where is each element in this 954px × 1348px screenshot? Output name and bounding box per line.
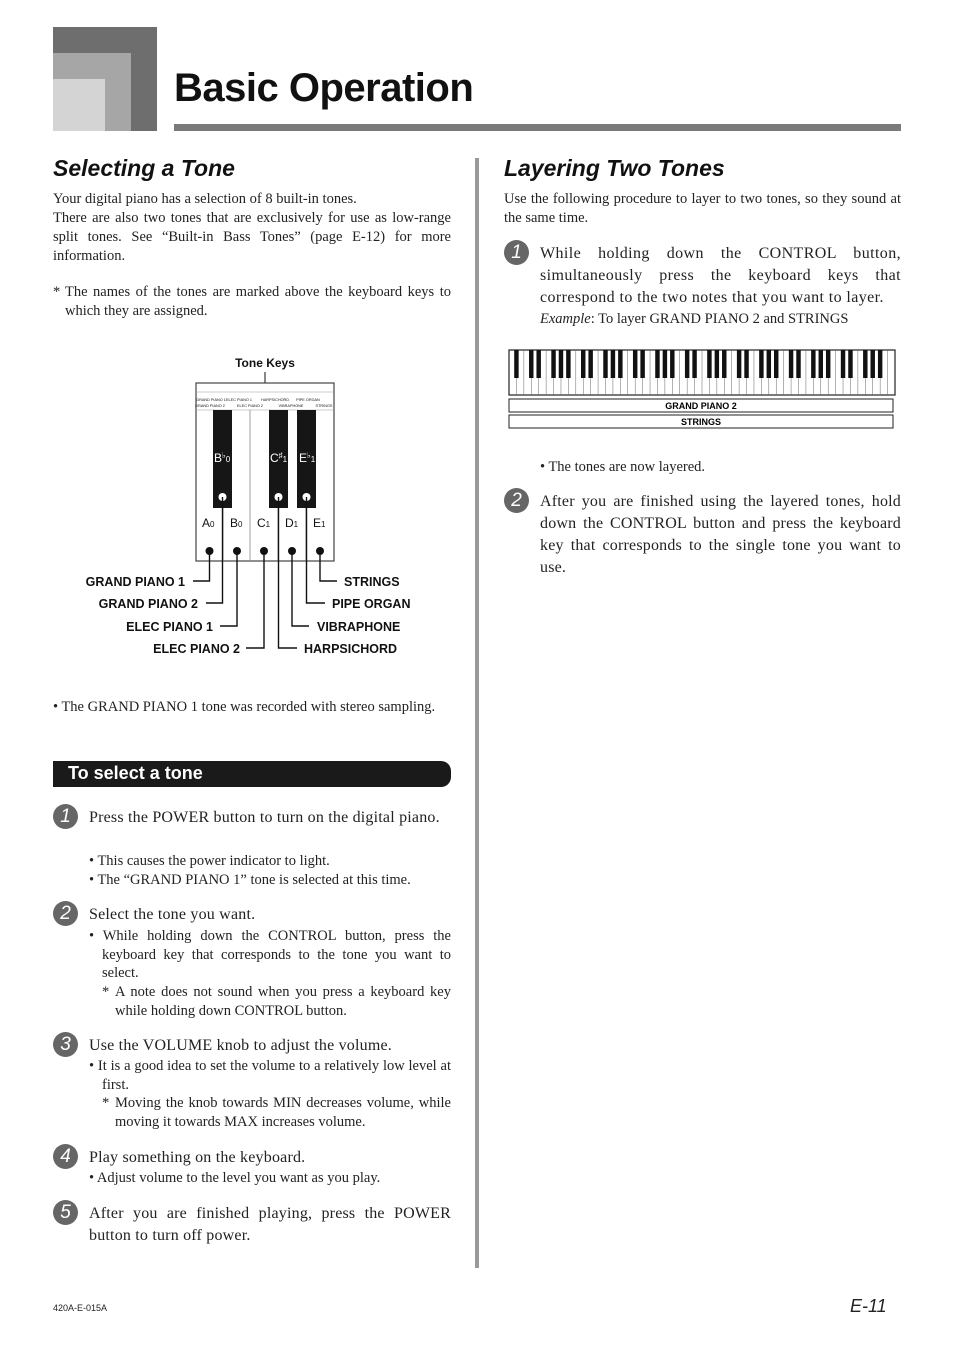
keyboard-black-key [603, 350, 607, 378]
keyboard-black-key [685, 350, 689, 378]
keyboard-black-key [715, 350, 719, 378]
white-key-label-b0: B0 [230, 516, 243, 530]
tone-keys-diagram [60, 345, 460, 675]
layer-step-1-text: While holding down the CONTROL button, simultaneously press the keyboard keys that correspond to the two notes that you want to layer. [540, 245, 901, 306]
layer-step-2-text: After you are finished using the layered tones, hold down the CONTROL button and press the keyboard key that corresponds to the single tone you want to use. [540, 493, 901, 576]
keyboard-black-key [863, 350, 867, 378]
example-label: Example [540, 311, 591, 327]
label-grand-piano-2: GRAND PIANO 2 [98, 597, 198, 611]
keyboard-black-key [871, 350, 875, 378]
step-number-1: 1 [53, 804, 78, 829]
stereo-note: • The GRAND PIANO 1 tone was recorded with stereo sampling. [53, 699, 436, 715]
top-label-grand-piano-2: GRAND PIANO 2 [195, 404, 225, 408]
step-3-text: Use the VOLUME knob to adjust the volume. [89, 1037, 392, 1054]
page-title: Basic Operation [174, 66, 474, 110]
step-number-2: 2 [53, 901, 78, 926]
layer-step-number-1: 1 [504, 240, 529, 265]
keyboard-black-key [848, 350, 852, 378]
keyboard-black-key [841, 350, 845, 378]
keyboard-black-key [692, 350, 696, 378]
white-key-label-d1: D1 [285, 516, 299, 530]
note-text: The names of the tones are marked above the keyboard keys to which they are assigned. [65, 284, 451, 319]
step-3-sub-2: Moving the knob towards MIN decreases volume, while moving it towards MAX increases volume. [115, 1095, 451, 1130]
keyboard-black-key [640, 350, 644, 378]
footer-code: 420A-E-015A [53, 1303, 108, 1313]
white-key-label-c1: C1 [257, 516, 271, 530]
full-keyboard-illustration [505, 345, 899, 431]
step-2-asterisk: * [102, 984, 110, 1000]
layer-step-1-example [540, 310, 901, 329]
step-2-sub-1: • While holding down the CONTROL button, press the keyboard key that corresponds to the tone you want to select. [89, 928, 451, 981]
keyboard-black-key [529, 350, 533, 378]
step-number-4: 4 [53, 1144, 78, 1169]
layering-intro: Use the following procedure to layer to two tones, so they sound at the same time. [504, 191, 901, 226]
label-pipe-organ: PIPE ORGAN [332, 597, 411, 611]
top-label-vibraphone: VIBRAPHONE [278, 404, 304, 408]
top-label-harpsichord: HARPSICHORD [260, 398, 290, 402]
keyboard-black-key [722, 350, 726, 378]
keyboard-black-key [566, 350, 570, 378]
step-1-sub-1: • This causes the power indicator to light. [89, 853, 330, 869]
keyboard-black-key [514, 350, 518, 378]
keyboard-black-key [767, 350, 771, 378]
step-4-text: Play something on the keyboard. [89, 1149, 306, 1166]
column-divider [475, 158, 479, 1268]
step-3-asterisk: * [102, 1095, 110, 1111]
keyboard-black-key [737, 350, 741, 378]
step-1-sub-2: • The “GRAND PIANO 1” tone is selected at this time. [89, 872, 411, 888]
diagram-title: Tone Keys [235, 356, 295, 370]
keyboard-black-key [789, 350, 793, 378]
layer-step-number-2: 2 [504, 488, 529, 513]
step-3-sub-1: • It is a good idea to set the volume to a relatively low level at first. [89, 1058, 451, 1093]
section-heading-layering: Layering Two Tones [504, 155, 725, 181]
banner-text: To select a tone [68, 763, 203, 783]
keyboard-label-strings: STRINGS [680, 417, 722, 427]
step-number-3: 3 [53, 1032, 78, 1057]
note-asterisk: * [53, 284, 61, 300]
keyboard-black-key [826, 350, 830, 378]
black-key-label-e-flat-1: $E^♭_1$ [299, 451, 316, 465]
label-harpsichord: HARPSICHORD [304, 642, 398, 656]
section-heading-selecting-tone: Selecting a Tone [53, 155, 235, 181]
step-1-text: Press the POWER button to turn on the digital piano. [89, 809, 440, 826]
keyboard-black-key [611, 350, 615, 378]
title-rule [174, 124, 901, 131]
keyboard-black-key [551, 350, 555, 378]
layered-note: • The tones are now layered. [540, 459, 706, 475]
label-elec-piano-2: ELEC PIANO 2 [153, 642, 240, 656]
keyboard-black-key [633, 350, 637, 378]
header-decor-light [53, 79, 105, 131]
top-label-elec-piano-2: ELEC PIANO 2 [237, 404, 263, 408]
banner-to-select-a-tone [53, 761, 451, 787]
keyboard-black-key [663, 350, 667, 378]
keyboard-black-key [559, 350, 563, 378]
label-strings: STRINGS [344, 575, 400, 589]
label-elec-piano-1: ELEC PIANO 1 [126, 620, 213, 634]
top-label-grand-piano-1: GRAND PIANO 1 [196, 398, 226, 402]
keyboard-black-key [581, 350, 585, 378]
white-key-label-e1: E1 [313, 516, 326, 530]
step-5-text: After you are finished playing, press the POWER button to turn off power. [89, 1205, 451, 1244]
keyboard-black-key [744, 350, 748, 378]
keyboard-black-key [796, 350, 800, 378]
intro-paragraph-2: There are also two tones that are exclusively for use as low-range split tones. See “Built-in Bass Tones” (page E-12) for more information. [53, 210, 451, 264]
keyboard-black-key [774, 350, 778, 378]
top-label-pipe-organ: PIPE ORGAN [296, 398, 320, 402]
keyboard-black-key [588, 350, 592, 378]
keyboard-black-key [878, 350, 882, 378]
keyboard-label-grand-piano-2: GRAND PIANO 2 [665, 401, 737, 411]
step-2-text: Select the tone you want. [89, 906, 256, 923]
example-text: : To layer GRAND PIANO 2 and STRINGS [590, 311, 849, 327]
keyboard-black-key [655, 350, 659, 378]
keyboard-black-key [819, 350, 823, 378]
keyboard-black-key [536, 350, 540, 378]
black-key-label-c-sharp-1: $C^♯_1$ [270, 451, 288, 465]
black-key-label-b-flat-0: $B^♭_0$ [214, 451, 231, 465]
keyboard-black-key [707, 350, 711, 378]
keyboard-black-key [670, 350, 674, 378]
top-label-strings: STRINGS [315, 404, 333, 408]
label-grand-piano-1: GRAND PIANO 1 [85, 575, 185, 589]
keyboard-black-key [618, 350, 622, 378]
keyboard-black-key [759, 350, 763, 378]
step-number-5: 5 [53, 1200, 78, 1225]
top-label-elec-piano-1: ELEC PIANO 1 [226, 398, 252, 402]
page-number: E-11 [850, 1296, 887, 1316]
step-2-sub-2: A note does not sound when you press a keyboard key while holding down CONTROL button. [115, 984, 451, 1019]
label-vibraphone: VIBRAPHONE [317, 620, 401, 634]
intro-paragraph-1: Your digital piano has a selection of 8 built-in tones. [53, 191, 357, 207]
keyboard-black-key [811, 350, 815, 378]
white-key-label-a0: A0 [202, 516, 215, 530]
step-4-sub-1: • Adjust volume to the level you want as you play. [89, 1170, 381, 1186]
